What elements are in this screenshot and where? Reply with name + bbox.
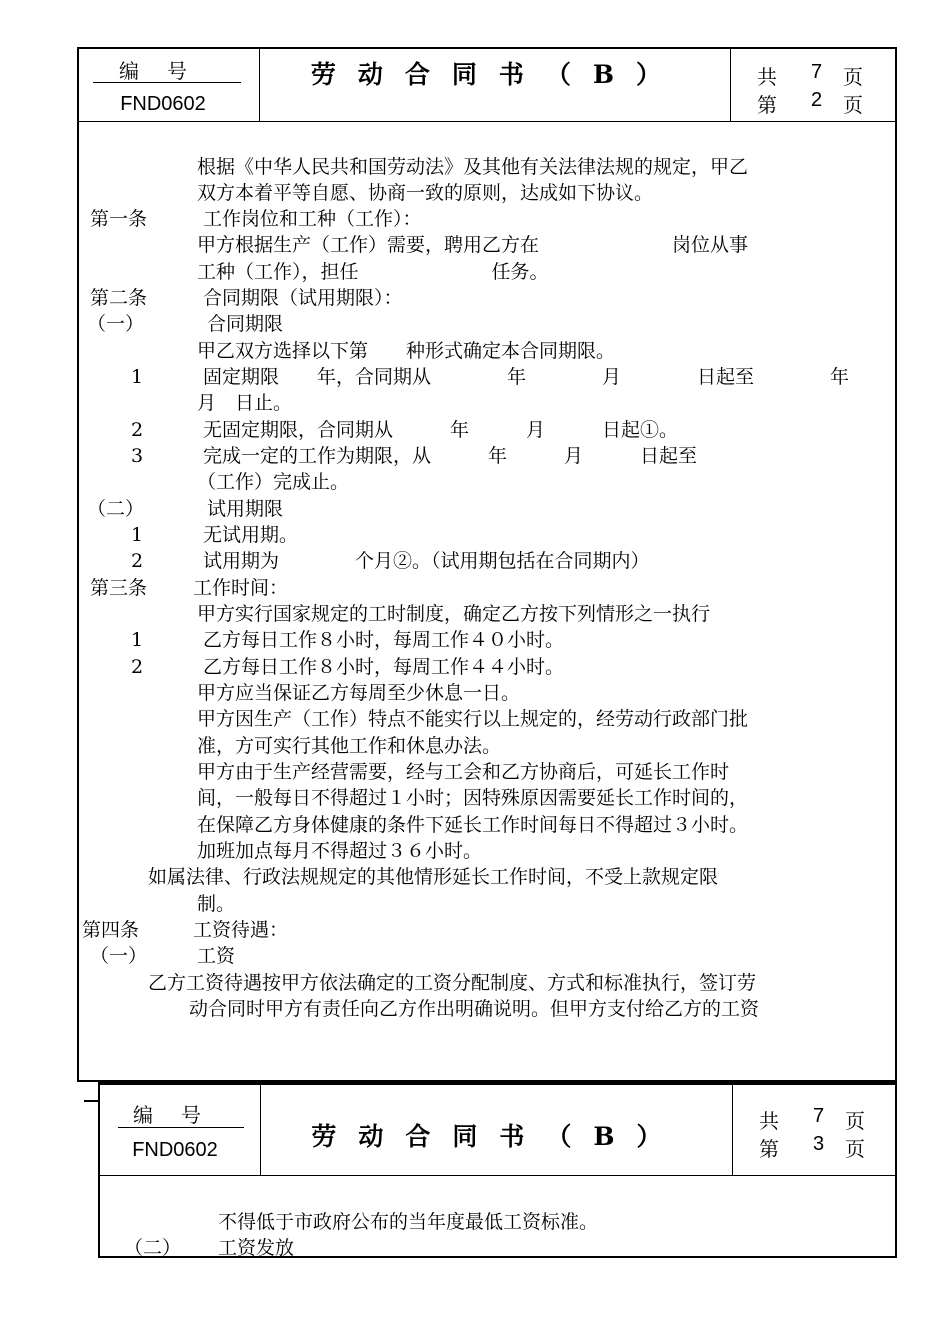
contract-body [79,49,895,1079]
clause-number: （二） [87,498,145,520]
contract-page-3 [98,1082,897,1258]
article-title: 工作时间： [193,577,289,599]
text-line: 试用期为 个月②。（试用期包括在合同期内） [203,550,650,572]
text-line: 无试用期。 [203,524,299,546]
text-line: 间，一般每日不得超过１小时；因特殊原因需要延长工作时间的， [197,787,749,809]
text-line: 乙方每日工作８小时，每周工作４０小时。 [203,629,565,651]
clause-number: （一） [90,945,148,967]
text-line: 准，方可实行其他工作和休息办法。 [197,735,502,757]
text-line: 月 日止。 [197,392,293,414]
text-line: 根据《中华人民共和国劳动法》及其他有关法律法规的规定，甲乙 [197,156,749,178]
item-number: 1 [131,629,144,651]
text-line: 甲方因生产（工作）特点不能实行以上规定的，经劳动行政部门批 [197,708,749,730]
article-title: 合同期限（试用期限）： [203,287,403,309]
text-line: （工作）完成止。 [197,471,350,493]
article-number: 第三条 [90,577,148,599]
document-title: 劳动合同书（B） [310,60,684,89]
article-number: 第一条 [90,208,148,230]
text-line: 甲乙双方选择以下第 种形式确定本合同期限。 [197,340,616,362]
text-line: 无固定期限，合同期从 年 月 日起①。 [203,419,679,441]
text-line: 固定期限 年，合同期从 年 月 日起至 年 [203,366,850,388]
clause-number: （一） [87,313,145,335]
item-number: 3 [131,445,144,467]
text-line: 如属法律、行政法规规定的其他情形延长工作时间，不受上款规定限 [148,866,719,888]
article-number: 第二条 [90,287,148,309]
document-title: 劳动合同书（B） [311,1122,684,1151]
text-line: 完成一定的工作为期限，从 年 月 日起至 [203,445,698,467]
text-line: 工种（工作），担任 任务。 [197,261,549,283]
clause-title: 工资发放 [218,1237,295,1259]
text-line: 制。 [197,893,236,915]
document-number-value: FND0602 [120,93,206,115]
text-line: 甲方应当保证乙方每周至少休息一日。 [197,682,521,704]
clause-number: （二） [124,1237,182,1259]
clause-title: 试用期限 [207,498,284,520]
clause-title: 工资 [197,945,236,967]
text-line: 甲方由于生产经营需要，经与工会和乙方协商后，可延长工作时 [197,761,730,783]
text-line: 双方本着平等自愿、协商一致的原则，达成如下协议。 [197,182,654,204]
text-line: 乙方每日工作８小时，每周工作４４小时。 [203,656,565,678]
text-line: 不得低于市政府公布的当年度最低工资标准。 [218,1211,599,1233]
document-number-label: 编号 [93,55,241,83]
text-line: 甲方实行国家规定的工时制度，确定乙方按下列情形之一执行 [197,603,711,625]
page-count-cell: 共 7 页 第 3 页 [732,1085,895,1175]
text-line: 甲方根据生产（工作）需要，聘用乙方在 岗位从事 [197,234,749,256]
item-number: 2 [131,550,144,572]
item-number: 2 [131,656,144,678]
contract-page-2 [77,47,897,1082]
text-line: 加班加点每月不得超过３６小时。 [197,840,483,862]
text-line: 在保障乙方身体健康的条件下延长工作时间每日不得超过３小时。 [197,814,749,836]
article-title: 工资待遇： [193,919,289,941]
document-number-value: FND0602 [132,1139,218,1161]
clause-title: 合同期限 [207,313,284,335]
article-number: 第四条 [82,919,140,941]
text-line: 乙方工资待遇按甲方依法确定的工资分配制度、方式和标准执行，签订劳 [148,972,757,994]
item-number: 2 [131,419,144,441]
text-line: 动合同时甲方有责任向乙方作出明确说明。但甲方支付给乙方的工资 [189,998,760,1020]
item-number: 1 [131,524,144,546]
document-number-label: 编号 [118,1099,244,1128]
item-number: 1 [131,366,144,388]
page-count-cell: 共 7 页 第 2 页 [730,49,895,121]
contract-body [100,1085,895,1259]
article-title: 工作岗位和工种（工作）： [203,208,422,230]
